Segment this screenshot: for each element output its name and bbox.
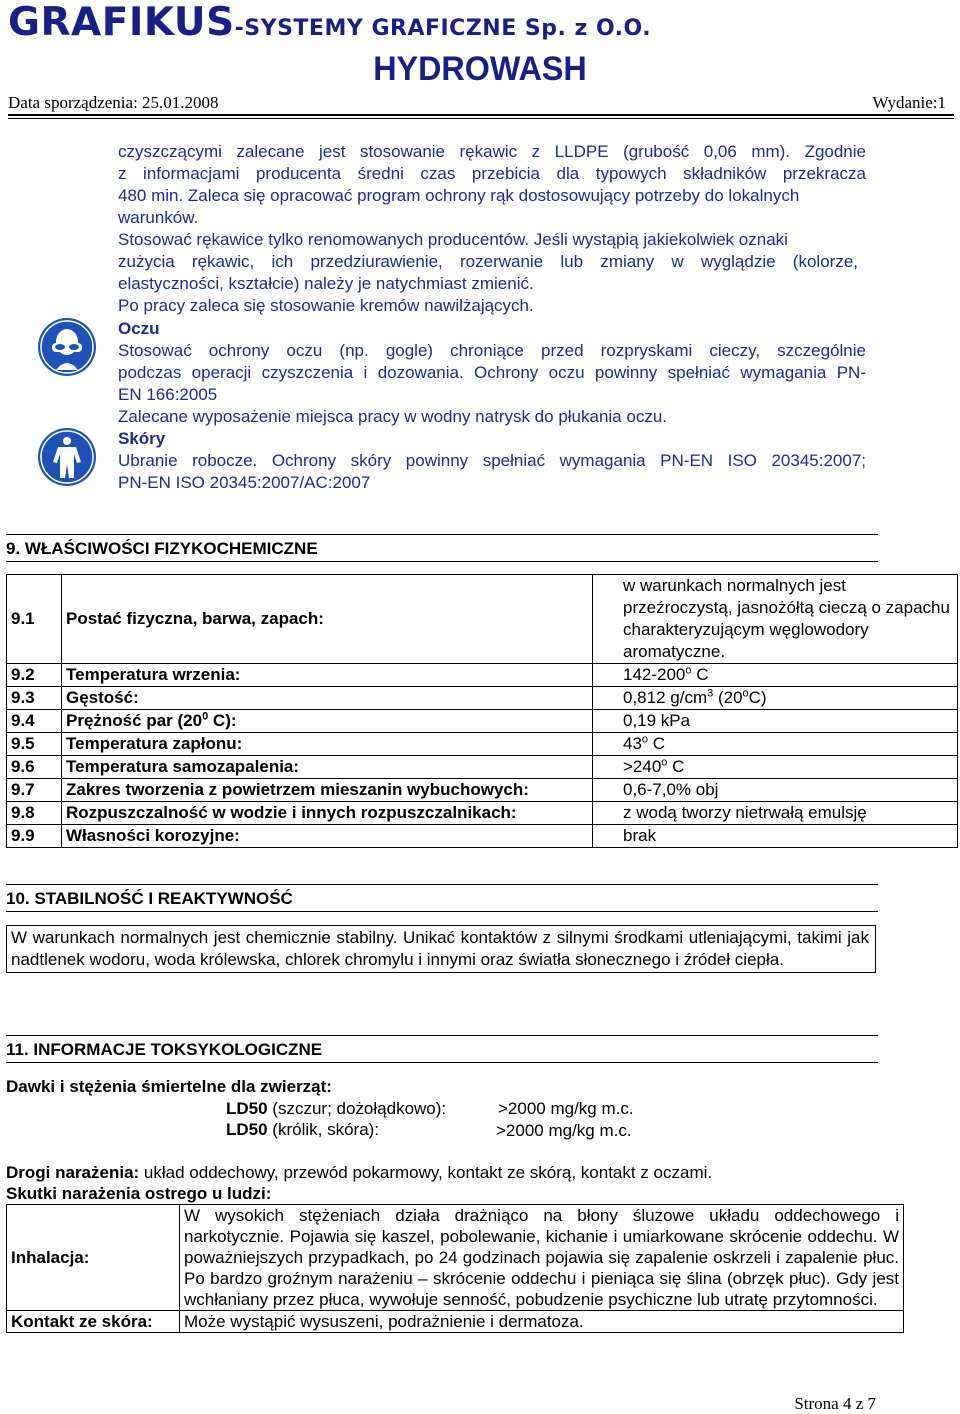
- effect-description: Może wystąpić wysuszeni, podrażnienie i dermatoza.: [180, 1311, 904, 1333]
- edition: Wydanie:1: [872, 93, 946, 112]
- section-11-rule-bottom: [6, 1062, 878, 1063]
- property-label: Własności korozyjne:: [62, 825, 593, 848]
- property-value: w warunkach normalnych jest przeźroczystą, jasnożółtą cieczą o zapachu charakteryzującym węglowodory aromatyczne.: [593, 575, 958, 664]
- preparation-date: Data sporządzenia: 25.01.2008: [8, 93, 219, 112]
- table-row: [7, 687, 958, 710]
- row-number: 9.3: [7, 687, 62, 710]
- property-value: z wodą tworzy nietrwałą emulsję: [593, 802, 958, 825]
- eyes-line-3: EN 166:2005: [118, 385, 218, 404]
- table-row: [7, 664, 958, 687]
- eyes-line-1: Stosować ochrony oczu (np. gogle) chroniące przed rozpryskami cieczy, szczególnie: [118, 341, 866, 360]
- hands-line-3: 480 min. Zaleca się opracować program ochrony rąk dostosowujący potrzeby do lokalnych: [118, 186, 800, 205]
- property-label: Temperatura zapłonu:: [62, 733, 593, 756]
- row-number: 9.8: [7, 802, 62, 825]
- row-number: 9.1: [7, 575, 62, 664]
- exposure-routes: Drogi narażenia: układ oddechowy, przewód pokarmowy, kontakt ze skórą, kontakt z oczami.: [6, 1163, 713, 1182]
- property-value: 0,812 $g/cm^3$ (20$^o$C): [593, 687, 958, 710]
- table-row: [7, 710, 958, 733]
- property-label: Temperatura wrzenia:: [62, 664, 593, 687]
- table-row: [7, 575, 958, 664]
- section-9-title: 9. WŁAŚCIWOŚCI FIZYKOCHEMICZNE: [6, 539, 318, 558]
- table-row: [7, 802, 958, 825]
- row-number: 9.5: [7, 733, 62, 756]
- protective-clothing-icon: [38, 428, 96, 486]
- ld50-rabbit-value: >2000 mg/kg m.c.: [496, 1121, 632, 1140]
- exposure-route: Inhalacja:: [7, 1205, 180, 1311]
- section-10-rule-bottom: [6, 911, 878, 912]
- physchem-table: [6, 574, 958, 848]
- table-row: [7, 779, 958, 802]
- acute-effects-table: [6, 1204, 904, 1333]
- hands-line-7: elastyczności, kształcie) należy je natychmiast zmienić.: [118, 274, 534, 293]
- hands-line-8: Po pracy zaleca się stosowanie kremów nawilżających.: [118, 296, 534, 315]
- skin-line-2: PN-EN ISO 20345:2007/AC:2007: [118, 473, 371, 492]
- property-value: $>240^o$ C: [593, 756, 958, 779]
- product-name: HYDROWASH: [373, 50, 587, 88]
- table-row: [7, 756, 958, 779]
- row-number: 9.9: [7, 825, 62, 848]
- lethal-doses-title: Dawki i stężenia śmiertelne dla zwierząt:: [6, 1077, 332, 1096]
- table-row: [7, 825, 958, 848]
- row-number: 9.7: [7, 779, 62, 802]
- skin-title: Skóry: [118, 429, 166, 448]
- hands-line-4: warunków.: [118, 208, 199, 227]
- exposure-route: Kontakt ze skóra:: [7, 1311, 180, 1333]
- skin-line-1: Ubranie robocze. Ochrony skóry powinny spełniać wymagania PN-EN ISO 20345:2007;: [118, 451, 866, 470]
- ld50-rat: LD50 (szczur; dożołądkowo):: [226, 1099, 447, 1118]
- acute-effects-title: Skutki narażenia ostrego u ludzi:: [6, 1184, 272, 1203]
- header-divider: [8, 114, 954, 116]
- property-label: Temperatura samozapalenia:: [62, 756, 593, 779]
- hands-line-1: czyszczącymi zalecane jest stosowanie rękawic z LLDPE (grubość 0,06 mm). Zgodnie: [118, 142, 866, 161]
- stability-text: W warunkach normalnych jest chemicznie stabilny. Unikać kontaktów z silnymi środkami utleniającymi, takimi jak nadtlenek wodoru, woda królewska, chlorek chromylu i innymi oraz światła słonecznego i źródeł ciepła.: [6, 925, 876, 973]
- property-value: 43$^o$ C: [593, 733, 958, 756]
- property-label: Zakres tworzenia z powietrzem mieszanin wybuchowych:: [62, 779, 593, 802]
- ld50-rabbit: LD50 (królik, skóra):: [226, 1120, 380, 1139]
- ld50-rat-value: >2000 mg/kg m.c.: [498, 1099, 634, 1118]
- property-label: Postać fizyczna, barwa, zapach:: [62, 575, 593, 664]
- row-number: 9.2: [7, 664, 62, 687]
- eyes-title: Oczu: [118, 319, 160, 338]
- section-10-rule: [6, 884, 878, 885]
- company-sub: -SYSTEMY GRAFICZNE Sp. z O.O.: [234, 16, 652, 41]
- hands-line-2: z informacjami producenta średni czas przebicia dla typowych składników przekracza: [118, 164, 866, 183]
- property-value: 142-200$^o$ C: [593, 664, 958, 687]
- eyes-line-2: podczas operacji czyszczenia i dozowania. Ochrony oczu powinny spełniać wymagania PN-: [118, 363, 866, 382]
- effect-description: W wysokich stężeniach działa drażniąco na błony śluzowe układu oddechowego i narkotycznie. Pojawia się kaszel, pobolewanie, kichanie i umiarkowane skrócenie oddechu. W poważniejszych przypadkach, po 24 godzinach pojawia się zapalenie oskrzeli i zapalenie płuc. Po bardzo groźnym narażeniu – skrócenie oddechu i pieniąca się ślina (obrzęk płuc). Gdy jest wchłaniany przez płuca, wywołuje senność, pobudzenie psychiczne lub utratę przytomności.: [180, 1205, 904, 1311]
- property-label: Prężność par ($20^0$ C):: [62, 710, 593, 733]
- hands-line-5: Stosować rękawice tylko renomowanych producentów. Jeśli wystąpią jakiekolwiek oznaki: [118, 230, 788, 249]
- property-label: Gęstość:: [62, 687, 593, 710]
- eyes-line-4: Zalecane wyposażenie miejsca pracy w wodny natrysk do płukania oczu.: [118, 407, 667, 426]
- table-row: [7, 1205, 904, 1311]
- header-divider-thin: [8, 118, 954, 119]
- goggles-icon: [38, 318, 96, 376]
- section-9-rule-bottom: [6, 561, 878, 562]
- company-name: [8, 0, 651, 45]
- table-row: [7, 1311, 904, 1333]
- property-value: brak: [593, 825, 958, 848]
- section-11-title: 11. INFORMACJE TOKSYKOLOGICZNE: [6, 1040, 323, 1059]
- row-number: 9.4: [7, 710, 62, 733]
- hands-line-6: zużycia rękawic, ich przedziurawienie, rozerwanie lub zmiany w wyglądzie (kolorze,: [118, 252, 858, 271]
- section-9-rule: [6, 534, 878, 535]
- property-label: Rozpuszczalność w wodzie i innych rozpuszczalnikach:: [62, 802, 593, 825]
- property-value: 0,6-7,0% obj: [593, 779, 958, 802]
- company-main: GRAFIKUS: [8, 0, 235, 45]
- row-number: 9.6: [7, 756, 62, 779]
- page-number: Strona 4 z 7: [794, 1394, 876, 1413]
- section-10-title: 10. STABILNOŚĆ I REAKTYWNOŚĆ: [6, 889, 293, 908]
- table-row: [7, 733, 958, 756]
- property-value: 0,19 kPa: [593, 710, 958, 733]
- section-11-rule: [6, 1035, 878, 1036]
